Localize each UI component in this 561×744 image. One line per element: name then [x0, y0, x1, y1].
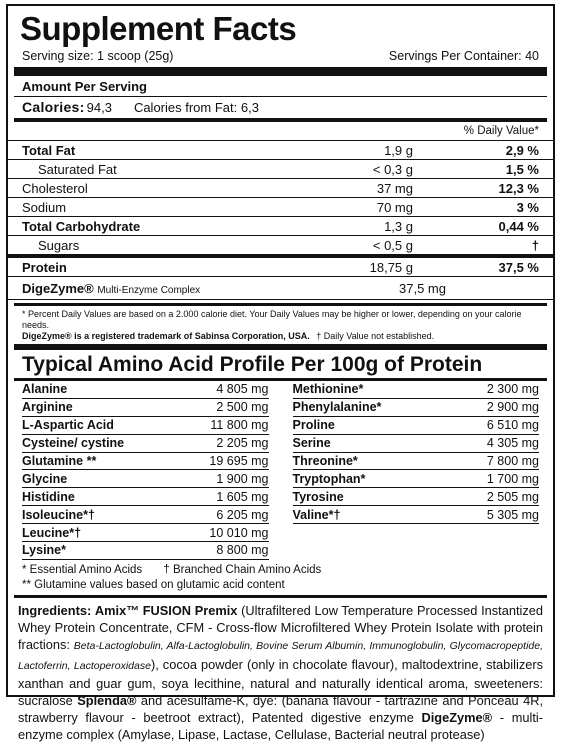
amino-acid-name: Proline — [292, 418, 335, 433]
amino-acid-row — [22, 381, 269, 399]
nutrient-name: Saturated Fat — [38, 161, 117, 177]
amino-acid-row — [22, 435, 269, 453]
amino-acid-name: Glutamine ** — [22, 454, 97, 468]
amino-acid-name: Valine*† — [292, 507, 341, 522]
ingredients-part-2: ), cocoa powder (only in chocolate flavour), maltodextrine, stabilizers xanthan and guar gum, soya lecithine, natural and naturally identical aroma, sweeteners: sucralose — [18, 656, 543, 708]
amino-acid-name: L-Aspartic Acid — [22, 418, 114, 433]
amino-acid-name: Leucine*† — [22, 525, 82, 540]
amino-acid-name: Arginine — [22, 400, 73, 415]
amino-acid-row — [293, 381, 540, 399]
amino-acid-row — [22, 506, 269, 524]
nutrient-daily-value: 1,5 % — [505, 161, 539, 177]
calories-label: Calories: — [22, 99, 85, 115]
amino-acid-row — [293, 435, 540, 453]
supplement-facts-panel — [6, 4, 555, 743]
nutrient-row — [8, 216, 553, 235]
note-essential: * Essential Amino Acids — [22, 563, 143, 576]
amino-acid-row — [22, 453, 269, 471]
amino-acid-amount: 6 205 mg — [216, 507, 269, 522]
nutrient-amount: < 0,5 g — [372, 237, 413, 253]
amino-acid-amount: 7 800 mg — [486, 454, 539, 468]
nutrient-row — [8, 197, 553, 216]
ingredients-splenda: Splenda® — [77, 692, 137, 708]
nutrient-name: Total Carbohydrate — [22, 218, 141, 234]
amino-acid-amount: 2 300 mg — [486, 382, 539, 397]
nutrient-daily-value: 0,44 % — [498, 218, 539, 234]
nutrient-table — [8, 140, 553, 276]
amino-notes — [8, 560, 553, 595]
amount-per-serving: Amount Per Serving — [22, 79, 147, 94]
amino-acid-name: Serine — [292, 436, 331, 451]
amino-acid-row — [293, 417, 540, 435]
ingredients-text — [8, 598, 553, 744]
amino-acid-name: Histidine — [22, 489, 75, 504]
amino-acid-amount: 2 205 mg — [216, 436, 269, 451]
nutrient-row — [8, 178, 553, 197]
nutrient-name: Sugars — [38, 237, 80, 253]
divider-thick — [14, 67, 547, 76]
amino-acid-name: Cysteine/ cystine — [22, 436, 125, 451]
nutrient-amount: 37 mg — [376, 180, 413, 196]
amino-acid-amount: 1 900 mg — [216, 471, 269, 486]
amino-acid-row — [293, 470, 540, 488]
nutrient-daily-value: 3 % — [516, 199, 539, 215]
digezyme-amount: 37,5 mg — [399, 280, 446, 296]
nutrient-row — [8, 140, 553, 159]
amino-acid-name: Phenylalanine* — [292, 400, 382, 415]
ingredients-label: Ingredients: — [18, 602, 92, 618]
nutrient-name: Cholesterol — [22, 180, 88, 196]
nutrient-amount: 1,9 g — [384, 142, 413, 158]
amino-acid-name: Methionine* — [292, 382, 364, 397]
amino-profile-title: Typical Amino Acid Profile Per 100g of Protein — [22, 353, 483, 376]
amino-acid-row — [22, 524, 269, 542]
calories-from-fat: Calories from Fat: 6,3 — [133, 100, 259, 115]
amino-acid-table — [8, 381, 553, 560]
amino-acid-name: Lysine* — [22, 543, 67, 558]
amino-acid-row — [293, 488, 540, 506]
amino-acid-amount: 1 700 mg — [486, 471, 539, 486]
nutrient-daily-value: † — [531, 237, 539, 253]
amino-acid-row — [22, 542, 269, 560]
servings-per-container: Servings Per Container: 40 — [388, 49, 539, 63]
amino-acid-name: Tyrosine — [292, 489, 344, 504]
amino-acid-name: Alanine — [22, 382, 68, 397]
amino-acid-amount: 8 800 mg — [216, 543, 269, 558]
nutrient-name: Protein — [22, 259, 67, 275]
footnote-dagger: † Daily Value not established. — [316, 331, 435, 341]
amino-acid-amount: 10 010 mg — [209, 525, 269, 540]
ingredients-fractions: Beta-Lactoglobulin, Alfa-Lactoglobulin, Bovine Serum Albumin, Immunoglobulin, Glycomacropeptide, Lactoferrin, Lactoperoxidase — [18, 640, 543, 672]
nutrient-row — [8, 254, 553, 276]
amino-acid-row — [293, 506, 540, 524]
amino-acid-name: Threonine* — [292, 454, 358, 468]
note-glutamine: ** Glutamine values based on glutamic acid content — [22, 578, 285, 591]
nutrient-amount: 18,75 g — [369, 259, 413, 275]
footnote-trademark: DigeZyme® is a registered trademark of Sabinsa Corporation, USA. — [22, 331, 310, 341]
digezyme-desc: Multi-Enzyme Complex — [97, 284, 201, 296]
ingredients-part-1: (Ultrafiltered Low Temperature Processed Instantized Whey Protein Concentrate, CFM - Cross-flow Microfiltered Whey Protein Isolate with protein fractions: — [18, 602, 543, 653]
ingredients-brand: Amix™ FUSION Premix — [94, 602, 238, 618]
amino-acid-row — [293, 453, 540, 471]
amino-acid-amount: 19 695 mg — [209, 454, 269, 468]
nutrient-name: Total Fat — [22, 142, 76, 158]
footnote-daily-values: * Percent Daily Values are based on a 2.000 calorie diet. Your Daily Values may be higher or lower, depending on your calorie needs. — [22, 309, 522, 330]
amino-acid-amount: 6 510 mg — [486, 418, 539, 433]
amino-column-right — [281, 381, 540, 560]
panel-title: Supplement Facts — [20, 10, 297, 47]
amino-acid-amount: 1 605 mg — [216, 489, 269, 504]
amino-acid-name: Tryptophan* — [292, 471, 366, 486]
amino-column-left — [22, 381, 281, 560]
serving-size: Serving size: 1 scoop (25g) — [22, 49, 174, 63]
nutrient-daily-value: 12,3 % — [498, 180, 539, 196]
nutrient-daily-value: 2,9 % — [505, 142, 539, 158]
amino-acid-row — [22, 488, 269, 506]
amino-acid-amount: 2 900 mg — [486, 400, 539, 415]
nutrient-amount: < 0,3 g — [372, 161, 413, 177]
daily-value-header: % Daily Value* — [463, 125, 539, 137]
nutrient-name: Sodium — [22, 199, 67, 215]
ingredients-part-3: and acesulfame-K, dye: (banana flavour - tartrazine and Ponceau 4R, strawberry flavour - beetroot extract), Patented digestive enzyme — [18, 692, 544, 726]
digezyme-name: DigeZyme® — [22, 280, 94, 296]
amino-acid-name: Glycine — [22, 471, 68, 486]
amino-acid-row — [22, 417, 269, 435]
nutrient-row — [8, 235, 553, 254]
amino-acid-row — [293, 399, 540, 417]
nutrient-row — [8, 159, 553, 178]
amino-acid-amount: 4 305 mg — [486, 436, 539, 451]
digezyme-row — [8, 276, 553, 300]
ingredients-digezyme: DigeZyme® — [421, 710, 493, 726]
amino-acid-amount: 5 305 mg — [486, 507, 539, 522]
amino-acid-amount: 11 800 mg — [210, 418, 269, 433]
nutrient-amount: 1,3 g — [384, 218, 413, 234]
nutrient-daily-value: 37,5 % — [498, 259, 539, 275]
footnotes — [8, 306, 553, 344]
amino-acid-row — [22, 399, 269, 417]
nutrient-amount: 70 mg — [376, 199, 413, 215]
amino-acid-amount: 2 500 mg — [216, 400, 269, 415]
calories-value: 94,3 — [86, 100, 112, 115]
ingredients-part-4: - multi-enzyme complex (Amylase, Lipase, Lactase, Cellulase, Bacterial neutral protease) — [18, 710, 543, 743]
amino-acid-amount: 4 805 mg — [216, 382, 269, 397]
amino-acid-row — [22, 470, 269, 488]
amino-acid-name: Isoleucine*† — [22, 507, 95, 522]
amino-acid-amount: 2 505 mg — [486, 489, 539, 504]
note-bcaa: † Branched Chain Amino Acids — [163, 563, 322, 576]
